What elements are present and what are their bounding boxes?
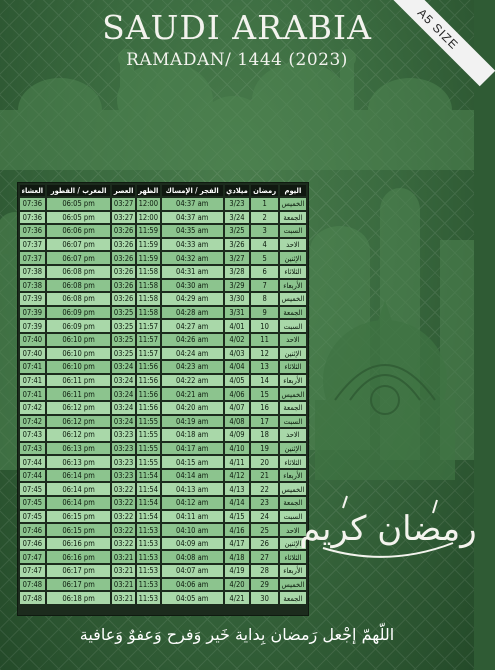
cell-maghrib: 06:17 pm bbox=[47, 565, 111, 577]
cell-fajr: 04:30 am bbox=[162, 280, 223, 292]
cell-gregorian: 4/17 bbox=[225, 538, 250, 550]
cell-isha: 07:48 bbox=[20, 579, 45, 591]
cell-gregorian: 4/18 bbox=[225, 551, 250, 563]
cell-gregorian: 4/08 bbox=[225, 416, 250, 428]
cell-maghrib: 06:07 pm bbox=[47, 252, 111, 264]
cell-ramadan: 23 bbox=[251, 497, 277, 509]
ramadan-kareem-calligraphy bbox=[299, 488, 477, 570]
cell-isha: 07:39 bbox=[20, 293, 45, 305]
cell-dhuhr: 11:59 bbox=[138, 240, 159, 250]
cell-fajr: 04:23 am bbox=[162, 361, 223, 373]
cell-ramadan: 7 bbox=[251, 280, 277, 292]
cell-gregorian: 4/21 bbox=[225, 592, 250, 604]
cell-maghrib: 06:09 pm bbox=[47, 307, 111, 319]
table-row bbox=[20, 497, 306, 509]
cell-ramadan: 6 bbox=[251, 266, 277, 278]
col-header-day: اليوم bbox=[280, 185, 306, 196]
cell-dhuhr: 11:53 bbox=[138, 566, 159, 576]
cell-maghrib: 06:11 pm bbox=[47, 375, 111, 387]
cell-dhuhr: 11:53 bbox=[138, 552, 159, 562]
cell-day: الخميس bbox=[281, 579, 305, 589]
cell-maghrib: 06:15 pm bbox=[47, 524, 111, 536]
cell-ramadan: 2 bbox=[251, 212, 277, 224]
col-header-asr: العصر bbox=[113, 186, 134, 195]
cell-day: الاحد bbox=[280, 239, 306, 251]
table-row bbox=[20, 198, 306, 210]
cell-maghrib: 06:10 pm bbox=[47, 361, 111, 373]
cell-isha: 07:47 bbox=[20, 565, 45, 577]
cell-isha: 07:43 bbox=[20, 429, 45, 441]
cell-ramadan: 22 bbox=[251, 483, 277, 495]
cell-day: الجمعة bbox=[280, 497, 306, 509]
cell-fajr: 04:13 am bbox=[162, 483, 223, 495]
cell-ramadan: 29 bbox=[251, 579, 277, 591]
cell-fajr: 04:31 am bbox=[162, 266, 223, 278]
table-row bbox=[20, 456, 306, 468]
cell-gregorian: 4/09 bbox=[225, 429, 250, 441]
cell-fajr: 04:09 am bbox=[162, 538, 223, 550]
page-title: SAUDI ARABIA bbox=[102, 8, 372, 47]
cell-day: الجمعة bbox=[280, 212, 306, 224]
footer-dua: اللّهمّ إجْعل رَمضان بِداية خَير وَفرح وَعفوٌ وَعافية bbox=[79, 625, 395, 644]
cell-gregorian: 4/20 bbox=[225, 579, 250, 591]
cell-dhuhr: 11:56 bbox=[138, 362, 159, 372]
cell-gregorian: 4/11 bbox=[225, 456, 250, 468]
table-row bbox=[20, 280, 306, 292]
cell-asr: 03:26 bbox=[113, 280, 134, 290]
cell-maghrib: 06:08 pm bbox=[47, 280, 111, 292]
cell-day: الجمعة bbox=[280, 307, 306, 319]
cell-asr: 03:26 bbox=[113, 253, 134, 263]
cell-maghrib: 06:14 pm bbox=[47, 483, 111, 495]
cell-fajr: 04:18 am bbox=[162, 429, 223, 441]
cell-dhuhr: 11:58 bbox=[138, 308, 159, 318]
cell-asr: 03:22 bbox=[113, 498, 134, 508]
cell-ramadan: 8 bbox=[251, 293, 277, 305]
cell-asr: 03:22 bbox=[113, 511, 134, 521]
cell-isha: 07:41 bbox=[20, 388, 45, 400]
table-body bbox=[20, 198, 306, 604]
table-row bbox=[20, 429, 306, 441]
cell-maghrib: 06:12 pm bbox=[47, 429, 111, 441]
cell-maghrib: 06:05 pm bbox=[47, 198, 111, 210]
cell-ramadan: 15 bbox=[251, 388, 277, 400]
cell-asr: 03:25 bbox=[113, 321, 134, 331]
cell-gregorian: 3/25 bbox=[225, 225, 250, 237]
cell-ramadan: 17 bbox=[251, 416, 277, 428]
col-header-ramadan: رمضان bbox=[253, 186, 277, 195]
cell-day: الخميس bbox=[281, 389, 305, 399]
cell-day: الأربعاء bbox=[280, 565, 306, 577]
cell-isha: 07:41 bbox=[20, 361, 45, 373]
cell-ramadan: 19 bbox=[251, 443, 277, 455]
cell-asr: 03:21 bbox=[113, 566, 134, 576]
cell-asr: 03:22 bbox=[113, 484, 134, 494]
cell-maghrib: 06:08 pm bbox=[47, 266, 111, 278]
cell-ramadan: 30 bbox=[251, 592, 277, 604]
cell-fajr: 04:05 am bbox=[162, 592, 223, 604]
cell-dhuhr: 11:53 bbox=[138, 539, 159, 549]
cell-fajr: 04:37 am bbox=[162, 212, 223, 224]
table-row bbox=[20, 375, 306, 387]
cell-asr: 03:24 bbox=[113, 376, 134, 386]
cell-dhuhr: 11:53 bbox=[138, 525, 159, 535]
cell-fajr: 04:24 am bbox=[162, 348, 223, 360]
cell-day: السبت bbox=[280, 225, 306, 237]
cell-dhuhr: 11:54 bbox=[138, 484, 159, 494]
cell-day: الأربعاء bbox=[280, 470, 306, 482]
table-row bbox=[20, 592, 306, 604]
cell-fajr: 04:12 am bbox=[162, 497, 223, 509]
cell-gregorian: 3/28 bbox=[225, 266, 250, 278]
cell-maghrib: 06:18 pm bbox=[47, 592, 111, 604]
cell-fajr: 04:06 am bbox=[162, 579, 223, 591]
cell-dhuhr: 11:56 bbox=[138, 376, 159, 386]
cell-dhuhr: 12:00 bbox=[138, 199, 159, 209]
cell-dhuhr: 11:53 bbox=[138, 593, 159, 603]
cell-maghrib: 06:17 pm bbox=[47, 579, 111, 591]
table-row bbox=[20, 470, 306, 482]
cell-day: الاحد bbox=[280, 429, 306, 441]
cell-day: الخميس bbox=[281, 484, 305, 494]
col-header-gregorian: ميلادي bbox=[226, 186, 248, 195]
cell-day: الإثنين bbox=[280, 252, 306, 264]
cell-ramadan: 3 bbox=[251, 225, 277, 237]
cell-gregorian: 3/24 bbox=[225, 212, 250, 224]
cell-isha: 07:46 bbox=[20, 538, 45, 550]
cell-day: الثلاثاء bbox=[280, 551, 306, 563]
cell-fajr: 04:21 am bbox=[162, 388, 223, 400]
cell-isha: 07:37 bbox=[20, 252, 45, 264]
timetable bbox=[17, 182, 309, 616]
cell-gregorian: 4/16 bbox=[225, 524, 250, 536]
cell-dhuhr: 11:59 bbox=[138, 253, 159, 263]
table-row bbox=[20, 551, 306, 563]
cell-fajr: 04:19 am bbox=[162, 416, 223, 428]
cell-maghrib: 06:15 pm bbox=[47, 511, 111, 523]
cell-day: الخميس bbox=[281, 294, 305, 304]
cell-isha: 07:42 bbox=[20, 402, 45, 414]
cell-maghrib: 06:10 pm bbox=[47, 334, 111, 346]
cell-day: الأربعاء bbox=[280, 375, 306, 387]
cell-ramadan: 27 bbox=[251, 551, 277, 563]
cell-asr: 03:26 bbox=[113, 240, 134, 250]
cell-fajr: 04:08 am bbox=[162, 551, 223, 563]
cell-maghrib: 06:12 pm bbox=[47, 402, 111, 414]
cell-asr: 03:24 bbox=[113, 403, 134, 413]
cell-maghrib: 06:13 pm bbox=[47, 443, 111, 455]
cell-dhuhr: 11:58 bbox=[138, 294, 159, 304]
cell-ramadan: 16 bbox=[251, 402, 277, 414]
cell-gregorian: 3/26 bbox=[225, 239, 250, 251]
cell-ramadan: 4 bbox=[251, 239, 277, 251]
cell-gregorian: 4/19 bbox=[225, 565, 250, 577]
cell-fajr: 04:22 am bbox=[162, 375, 223, 387]
table-row bbox=[20, 402, 306, 414]
cell-day: الثلاثاء bbox=[280, 361, 306, 373]
cell-isha: 07:39 bbox=[20, 307, 45, 319]
cell-ramadan: 18 bbox=[251, 429, 277, 441]
cell-dhuhr: 11:56 bbox=[138, 403, 159, 413]
cell-ramadan: 24 bbox=[251, 511, 277, 523]
cell-dhuhr: 11:54 bbox=[138, 471, 159, 481]
page-subtitle: RAMADAN/ 1444 (2023) bbox=[126, 50, 348, 70]
cell-dhuhr: 11:55 bbox=[138, 443, 159, 453]
cell-gregorian: 4/01 bbox=[225, 320, 250, 332]
table-row bbox=[20, 524, 306, 536]
table-row bbox=[20, 579, 306, 591]
cell-day: الجمعة bbox=[280, 402, 306, 414]
cell-asr: 03:23 bbox=[113, 430, 134, 440]
cell-dhuhr: 11:55 bbox=[138, 430, 159, 440]
table-row bbox=[20, 416, 306, 428]
cell-day: الإثنين bbox=[280, 538, 306, 550]
cell-day: الاحد bbox=[280, 334, 306, 346]
cell-ramadan: 20 bbox=[251, 456, 277, 468]
cell-dhuhr: 11:55 bbox=[138, 457, 159, 467]
cell-gregorian: 4/14 bbox=[225, 497, 250, 509]
cell-ramadan: 10 bbox=[251, 320, 277, 332]
cell-isha: 07:41 bbox=[20, 375, 45, 387]
cell-isha: 07:38 bbox=[20, 266, 45, 278]
cell-isha: 07:38 bbox=[20, 280, 45, 292]
cell-asr: 03:25 bbox=[113, 348, 134, 358]
cell-gregorian: 3/30 bbox=[225, 293, 250, 305]
table-row bbox=[20, 483, 306, 495]
cell-gregorian: 4/07 bbox=[225, 402, 250, 414]
cell-dhuhr: 11:55 bbox=[138, 416, 159, 426]
cell-asr: 03:23 bbox=[113, 443, 134, 453]
cell-asr: 03:27 bbox=[113, 199, 134, 209]
cell-day: السبت bbox=[280, 416, 306, 428]
cell-isha: 07:42 bbox=[20, 416, 45, 428]
table-header-row bbox=[20, 185, 306, 196]
cell-fajr: 04:20 am bbox=[162, 402, 223, 414]
cell-day: الخميس bbox=[281, 199, 305, 209]
cell-gregorian: 3/31 bbox=[225, 307, 250, 319]
cell-asr: 03:21 bbox=[113, 579, 134, 589]
cell-fajr: 04:32 am bbox=[162, 252, 223, 264]
cell-fajr: 04:11 am bbox=[162, 511, 223, 523]
table-row bbox=[20, 252, 306, 264]
cell-fajr: 04:37 am bbox=[162, 198, 223, 210]
cell-gregorian: 4/13 bbox=[225, 483, 250, 495]
cell-isha: 07:39 bbox=[20, 320, 45, 332]
cell-dhuhr: 12:00 bbox=[138, 212, 159, 222]
cell-ramadan: 26 bbox=[251, 538, 277, 550]
cell-asr: 03:26 bbox=[113, 226, 134, 236]
cell-ramadan: 13 bbox=[251, 361, 277, 373]
cell-isha: 07:47 bbox=[20, 551, 45, 563]
cell-asr: 03:22 bbox=[113, 525, 134, 535]
cell-maghrib: 06:05 pm bbox=[47, 212, 111, 224]
table-row bbox=[20, 239, 306, 251]
cell-maghrib: 06:14 pm bbox=[47, 497, 111, 509]
cell-ramadan: 14 bbox=[251, 375, 277, 387]
cell-day: الثلاثاء bbox=[280, 456, 306, 468]
size-badge: A5 SIZE bbox=[381, 0, 495, 86]
cell-ramadan: 9 bbox=[251, 307, 277, 319]
cell-fajr: 04:15 am bbox=[162, 456, 223, 468]
col-header-dhuhr: الظهر bbox=[138, 186, 159, 195]
cell-asr: 03:26 bbox=[113, 294, 134, 304]
cell-maghrib: 06:16 pm bbox=[47, 538, 111, 550]
cell-gregorian: 4/04 bbox=[225, 361, 250, 373]
cell-fajr: 04:29 am bbox=[162, 293, 223, 305]
cell-day: الأربعاء bbox=[280, 280, 306, 292]
cell-maghrib: 06:07 pm bbox=[47, 239, 111, 251]
cell-gregorian: 4/06 bbox=[225, 388, 250, 400]
cell-asr: 03:25 bbox=[113, 308, 134, 318]
col-header-isha: العشاء bbox=[21, 186, 44, 195]
cell-gregorian: 3/23 bbox=[225, 198, 250, 210]
cell-dhuhr: 11:56 bbox=[138, 389, 159, 399]
cell-dhuhr: 11:54 bbox=[138, 511, 159, 521]
cell-dhuhr: 11:59 bbox=[138, 226, 159, 236]
cell-isha: 07:36 bbox=[20, 225, 45, 237]
cell-ramadan: 5 bbox=[251, 252, 277, 264]
cell-fajr: 04:33 am bbox=[162, 239, 223, 251]
cell-asr: 03:24 bbox=[113, 389, 134, 399]
table-row bbox=[20, 388, 306, 400]
cell-maghrib: 06:12 pm bbox=[47, 416, 111, 428]
cell-fajr: 04:17 am bbox=[162, 443, 223, 455]
cell-dhuhr: 11:58 bbox=[138, 280, 159, 290]
cell-asr: 03:22 bbox=[113, 539, 134, 549]
cell-asr: 03:21 bbox=[113, 593, 134, 603]
cell-dhuhr: 11:58 bbox=[138, 267, 159, 277]
cell-day: السبت bbox=[280, 511, 306, 523]
cell-gregorian: 4/05 bbox=[225, 375, 250, 387]
cell-dhuhr: 11:57 bbox=[138, 335, 159, 345]
cell-asr: 03:21 bbox=[113, 552, 134, 562]
cell-isha: 07:44 bbox=[20, 470, 45, 482]
table-row bbox=[20, 266, 306, 278]
cell-ramadan: 25 bbox=[251, 524, 277, 536]
cell-isha: 07:45 bbox=[20, 511, 45, 523]
cell-maghrib: 06:09 pm bbox=[47, 320, 111, 332]
cell-fajr: 04:27 am bbox=[162, 320, 223, 332]
cell-isha: 07:46 bbox=[20, 524, 45, 536]
cell-maghrib: 06:06 pm bbox=[47, 225, 111, 237]
cell-isha: 07:48 bbox=[20, 592, 45, 604]
cell-isha: 07:45 bbox=[20, 497, 45, 509]
cell-gregorian: 4/03 bbox=[225, 348, 250, 360]
cell-asr: 03:26 bbox=[113, 267, 134, 277]
cell-fajr: 04:26 am bbox=[162, 334, 223, 346]
cell-isha: 07:40 bbox=[20, 348, 45, 360]
cell-gregorian: 4/15 bbox=[225, 511, 250, 523]
table-row bbox=[20, 307, 306, 319]
col-header-fajr: الفجر / الإمساك bbox=[162, 185, 223, 196]
cell-ramadan: 28 bbox=[251, 565, 277, 577]
cell-day: الاحد bbox=[280, 524, 306, 536]
cell-asr: 03:23 bbox=[113, 471, 134, 481]
cell-day: الإثنين bbox=[280, 348, 306, 360]
cell-fajr: 04:10 am bbox=[162, 524, 223, 536]
cell-isha: 07:37 bbox=[20, 239, 45, 251]
table-row bbox=[20, 225, 306, 237]
cell-isha: 07:40 bbox=[20, 334, 45, 346]
table-row bbox=[20, 511, 306, 523]
cell-ramadan: 12 bbox=[251, 348, 277, 360]
cell-fajr: 04:14 am bbox=[162, 470, 223, 482]
cell-gregorian: 3/29 bbox=[225, 280, 250, 292]
cell-ramadan: 11 bbox=[251, 334, 277, 346]
table-row bbox=[20, 293, 306, 305]
cell-ramadan: 1 bbox=[251, 198, 277, 210]
cell-fajr: 04:28 am bbox=[162, 307, 223, 319]
cell-isha: 07:36 bbox=[20, 212, 45, 224]
cell-ramadan: 21 bbox=[251, 470, 277, 482]
cell-dhuhr: 11:57 bbox=[138, 348, 159, 358]
cell-asr: 03:23 bbox=[113, 457, 134, 467]
cell-isha: 07:44 bbox=[20, 456, 45, 468]
cell-day: السبت bbox=[280, 320, 306, 332]
calligraphy-text: رمضان كريم bbox=[299, 509, 477, 549]
cell-maghrib: 06:13 pm bbox=[47, 456, 111, 468]
table-row bbox=[20, 320, 306, 332]
cell-gregorian: 3/27 bbox=[225, 252, 250, 264]
table-row bbox=[20, 348, 306, 360]
table-row bbox=[20, 212, 306, 224]
cell-maghrib: 06:16 pm bbox=[47, 551, 111, 563]
cell-day: الثلاثاء bbox=[280, 266, 306, 278]
cell-isha: 07:43 bbox=[20, 443, 45, 455]
table-row bbox=[20, 538, 306, 550]
cell-maghrib: 06:10 pm bbox=[47, 348, 111, 360]
table-row bbox=[20, 361, 306, 373]
cell-isha: 07:36 bbox=[20, 198, 45, 210]
cell-day: الجمعة bbox=[280, 592, 306, 604]
cell-gregorian: 4/02 bbox=[225, 334, 250, 346]
cell-dhuhr: 11:54 bbox=[138, 498, 159, 508]
cell-maghrib: 06:11 pm bbox=[47, 388, 111, 400]
table-row bbox=[20, 565, 306, 577]
cell-day: الإثنين bbox=[280, 443, 306, 455]
col-header-maghrib: المغرب / الفطور bbox=[47, 185, 111, 196]
cell-maghrib: 06:14 pm bbox=[47, 470, 111, 482]
table-row bbox=[20, 334, 306, 346]
table-row bbox=[20, 443, 306, 455]
cell-asr: 03:24 bbox=[113, 362, 134, 372]
cell-isha: 07:45 bbox=[20, 483, 45, 495]
cell-asr: 03:25 bbox=[113, 335, 134, 345]
cell-maghrib: 06:08 pm bbox=[47, 293, 111, 305]
cell-fajr: 04:35 am bbox=[162, 225, 223, 237]
cell-gregorian: 4/10 bbox=[225, 443, 250, 455]
cell-asr: 03:24 bbox=[113, 416, 134, 426]
cell-fajr: 04:07 am bbox=[162, 565, 223, 577]
cell-dhuhr: 11:53 bbox=[138, 579, 159, 589]
timetable-grid bbox=[18, 183, 308, 606]
cell-asr: 03:27 bbox=[113, 212, 134, 222]
cell-dhuhr: 11:57 bbox=[138, 321, 159, 331]
cell-gregorian: 4/12 bbox=[225, 470, 250, 482]
